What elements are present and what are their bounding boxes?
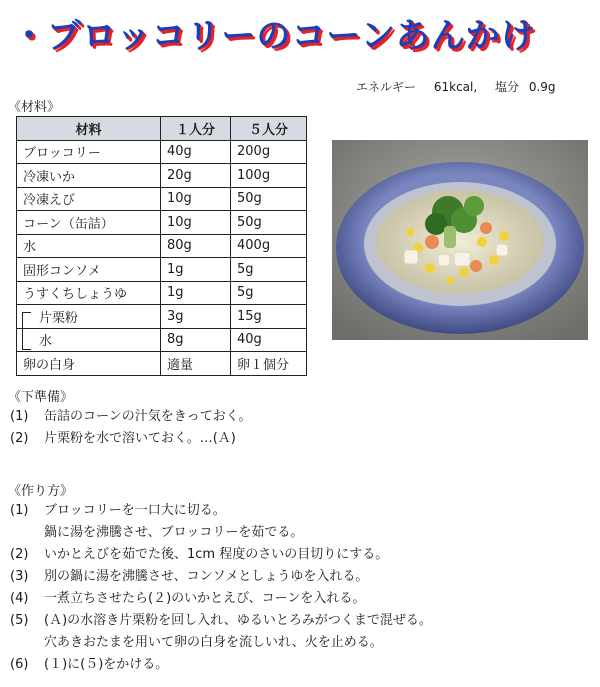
table-row xyxy=(17,140,307,164)
method-list xyxy=(10,500,432,676)
step-text: (１)に(５)をかける。 xyxy=(44,657,169,672)
amount-5-servings: 40g xyxy=(231,328,307,352)
step-text: 片栗粉を水で溶いておく。…(Ａ) xyxy=(44,431,236,446)
step-number: (1) xyxy=(10,503,29,518)
step-item xyxy=(10,566,432,588)
step-number: (4) xyxy=(10,591,29,606)
materials-heading: 《材料》 xyxy=(8,100,61,115)
amount-5-servings: 5g xyxy=(231,258,307,282)
amount-1-serving: 40g xyxy=(161,140,231,164)
step-number: (2) xyxy=(10,431,29,446)
step-continuation: 鍋に湯を沸騰させ、ブロッコリーを茹でる。 xyxy=(44,525,304,540)
ingredient-name: うすくちしょうゆ xyxy=(17,281,161,305)
amount-5-servings: 50g xyxy=(231,187,307,211)
amount-1-serving: 80g xyxy=(161,234,231,258)
ingredient-name: コーン（缶詰） xyxy=(17,211,161,235)
step-number: (1) xyxy=(10,409,29,424)
amount-5-servings: 5g xyxy=(231,281,307,305)
table-row xyxy=(17,305,307,329)
materials-table xyxy=(16,116,307,376)
amount-5-servings: 200g xyxy=(231,140,307,164)
amount-5-servings: 50g xyxy=(231,211,307,235)
nutrition-info xyxy=(356,78,570,95)
table-row xyxy=(17,187,307,211)
step-text: 別の鍋に湯を沸騰させ、コンソメとしょうゆを入れる。 xyxy=(44,569,369,584)
energy-label: エネルギー xyxy=(356,80,417,94)
amount-5-servings: 100g xyxy=(231,164,307,188)
step-text: いかとえびを茹でた後、1cm 程度のさいの目切りにする。 xyxy=(44,547,389,562)
amount-1-serving: 10g xyxy=(161,211,231,235)
column-header: 材料 xyxy=(17,117,161,141)
table-row xyxy=(17,211,307,235)
table-row xyxy=(17,352,307,376)
ingredient-name: 卵の白身 xyxy=(17,352,161,376)
amount-5-servings: 卵１個分 xyxy=(231,352,307,376)
amount-1-serving: 1g xyxy=(161,258,231,282)
amount-1-serving: 1g xyxy=(161,281,231,305)
column-header: ５人分 xyxy=(231,117,307,141)
ingredient-name: ブロッコリー xyxy=(17,140,161,164)
prep-list xyxy=(10,406,251,450)
dish-illustration xyxy=(332,140,588,340)
step-item xyxy=(10,610,432,632)
ingredient-name: 固形コンソメ xyxy=(17,258,161,282)
step-item xyxy=(10,544,432,566)
step-item xyxy=(10,406,251,428)
table-row xyxy=(17,258,307,282)
step-number: (3) xyxy=(10,569,29,584)
method-heading: 《作り方》 xyxy=(8,484,74,499)
ingredient-name: 片栗粉 xyxy=(17,305,161,329)
amount-1-serving: 3g xyxy=(161,305,231,329)
table-row xyxy=(17,281,307,305)
amount-5-servings: 400g xyxy=(231,234,307,258)
amount-1-serving: 8g xyxy=(161,328,231,352)
step-text: 一煮立ちさせたら(２)のいかとえび、コーンを入れる。 xyxy=(44,591,366,606)
step-number: (6) xyxy=(10,657,29,672)
step-number: (5) xyxy=(10,613,29,628)
step-text: 缶詰のコーンの汁気をきっておく。 xyxy=(44,409,252,424)
dish-photo xyxy=(332,140,588,340)
step-text: ブロッコリーを一口大に切る。 xyxy=(44,503,226,518)
step-item xyxy=(10,500,432,522)
step-item xyxy=(10,654,432,676)
table-row xyxy=(17,164,307,188)
recipe-title: ・ブロッコリーのコーンあんかけ xyxy=(12,16,536,56)
step-text: (Ａ)の水溶き片栗粉を回し入れ、ゆるいとろみがつくまで混ぜる。 xyxy=(44,613,432,628)
ingredient-name: 水 xyxy=(17,328,161,352)
table-row xyxy=(17,234,307,258)
grouping-bracket xyxy=(22,312,31,350)
salt-label: 塩分 xyxy=(495,80,520,94)
salt-value: 0.9g xyxy=(528,80,556,94)
column-header: １人分 xyxy=(161,117,231,141)
table-header-row xyxy=(17,117,307,141)
amount-5-servings: 15g xyxy=(231,305,307,329)
table-row xyxy=(17,328,307,352)
energy-value: 61kcal, xyxy=(433,80,478,94)
prep-heading: 《下準備》 xyxy=(8,390,74,405)
amount-1-serving: 適量 xyxy=(161,352,231,376)
ingredient-name: 冷凍えび xyxy=(17,187,161,211)
step-continuation: 穴あきおたまを用いて卵の白身を流しいれ、火を止める。 xyxy=(44,635,383,650)
step-item xyxy=(10,428,251,450)
ingredient-name: 水 xyxy=(17,234,161,258)
amount-1-serving: 10g xyxy=(161,187,231,211)
step-number: (2) xyxy=(10,547,29,562)
step-item xyxy=(10,588,432,610)
amount-1-serving: 20g xyxy=(161,164,231,188)
ingredient-name: 冷凍いか xyxy=(17,164,161,188)
